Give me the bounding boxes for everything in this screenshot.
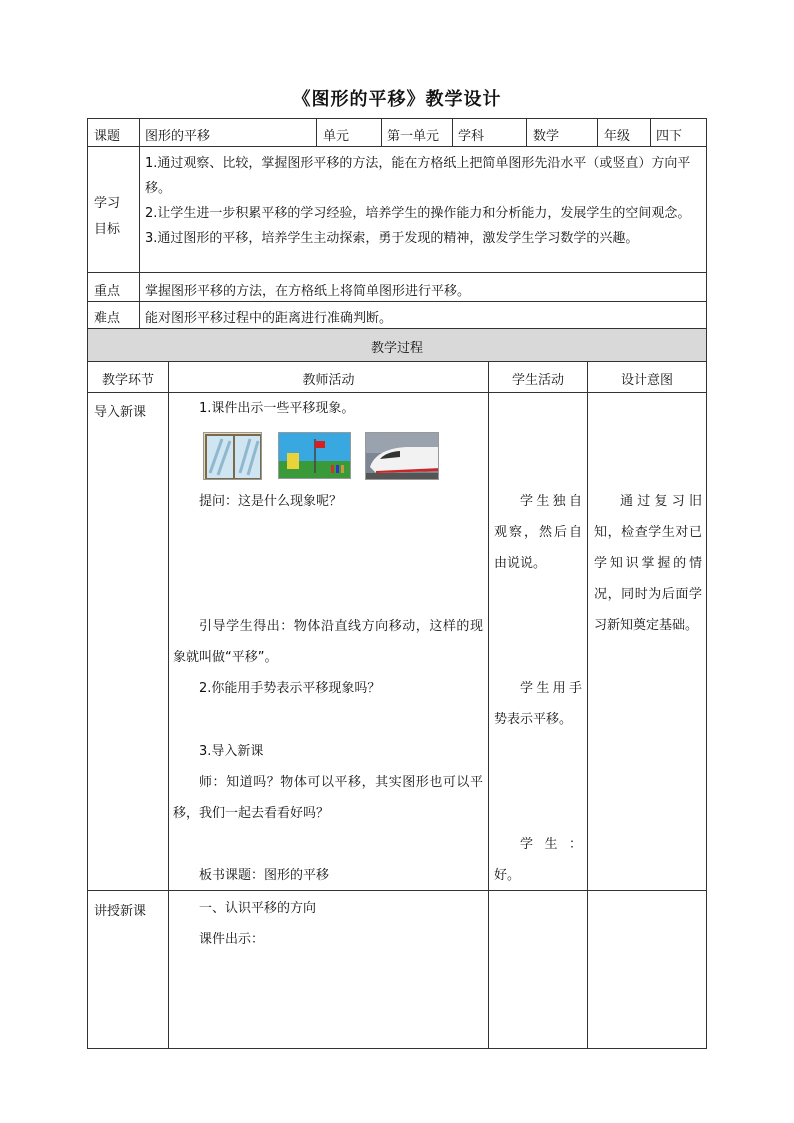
col-student: 学生活动 xyxy=(511,373,564,388)
stage-new-lesson: 讲授新课 xyxy=(94,904,147,919)
goal-item: 1.通过观察、比较，掌握图形平移的方法，能在方格纸上把简单图形先沿水平（或竖直）方向平移。 xyxy=(145,156,691,196)
key-point-label: 重点 xyxy=(94,284,121,299)
teacher-step: 一、认识平移的方向 xyxy=(199,901,317,916)
grade-label: 年级 xyxy=(604,129,631,144)
topic-value: 图形的平移 xyxy=(145,129,211,144)
grade-value: 四下 xyxy=(656,129,683,144)
student-step: 学生：好。 xyxy=(494,837,582,883)
goals-label: 学习目标 xyxy=(94,196,121,237)
topic-label: 课题 xyxy=(94,129,121,144)
col-teacher: 教师活动 xyxy=(302,373,355,388)
stage-intro: 导入新课 xyxy=(94,405,147,420)
subject-value: 数学 xyxy=(533,129,560,144)
goal-item: 2.让学生进一步积累平移的学习经验，培养学生的操作能力和分析能力，发展学生的空间观念。 xyxy=(145,206,691,221)
document-title: 《图形的平移》教学设计 xyxy=(292,89,502,110)
train-image xyxy=(365,432,439,480)
process-header: 教学过程 xyxy=(370,341,423,356)
teacher-step: 引导学生得出：物体沿直线方向移动，这样的现象就叫做“平移”。 xyxy=(173,619,483,665)
intent-text: 通过复习旧知，检查学生对已学知识掌握的情况，同时为后面学习新知奠定基础。 xyxy=(594,494,702,633)
teacher-step: 课件出示： xyxy=(199,932,265,947)
teacher-step: 3.导入新课 xyxy=(199,744,264,759)
teacher-step: 提问：这是什么现象呢？ xyxy=(199,494,343,509)
window-slide-image xyxy=(203,432,262,480)
unit-value: 第一单元 xyxy=(387,129,440,144)
student-step: 学生用手势表示平移。 xyxy=(494,681,582,727)
key-point-text: 掌握图形平移的方法，在方格纸上将简单图形进行平移。 xyxy=(145,284,471,299)
unit-label: 单元 xyxy=(323,129,350,144)
goal-item: 3.通过图形的平移，培养学生主动探索，勇于发现的精神，激发学生学习数学的兴趣。 xyxy=(145,231,639,246)
difficulty-label: 难点 xyxy=(94,311,121,326)
col-intent: 设计意图 xyxy=(620,373,673,388)
teacher-step: 2.你能用手势表示平移现象吗？ xyxy=(199,681,381,696)
teacher-step: 板书课题：图形的平移 xyxy=(199,868,330,883)
teacher-step: 1.课件出示一些平移现象。 xyxy=(199,401,355,416)
subject-label: 学科 xyxy=(458,129,485,144)
flag-raising-image xyxy=(278,432,351,479)
goals-list xyxy=(145,151,701,251)
teacher-step: 师：知道吗？物体可以平移，其实图形也可以平移，我们一起去看看好吗？ xyxy=(173,775,483,821)
col-stage: 教学环节 xyxy=(101,373,154,388)
difficulty-text: 能对图形平移过程中的距离进行准确判断。 xyxy=(145,311,393,326)
student-step: 学生独自观察，然后自由说说。 xyxy=(494,494,582,571)
